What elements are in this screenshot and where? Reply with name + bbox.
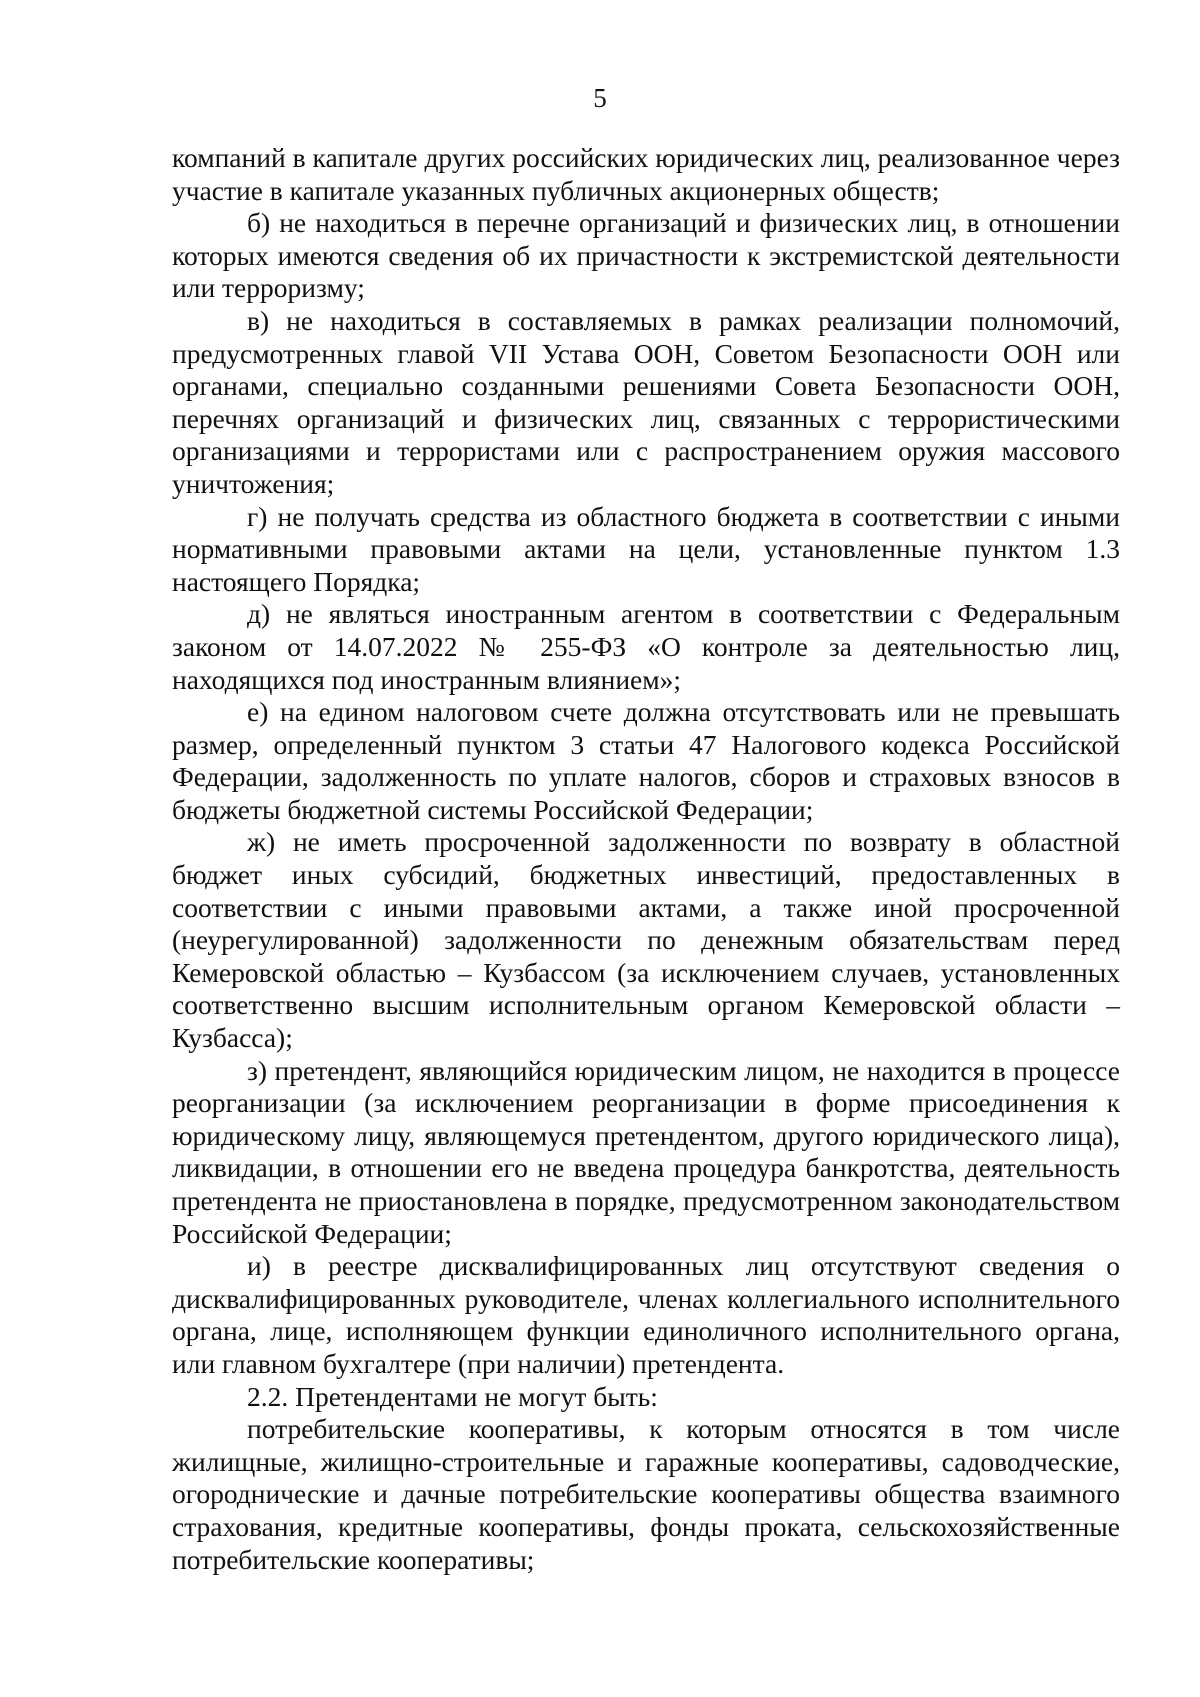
paragraph-item-g: г) не получать средства из областного бюджета в соответствии с иными нормативными правовыми актами на цели, установленные пунктом 1.3 настоящего Порядка;: [172, 500, 1120, 597]
paragraph-section-2-2: 2.2. Претендентами не могут быть:: [247, 1380, 658, 1412]
document-body: [172, 142, 1120, 1576]
paragraph-item-e: е) на едином налоговом счете должна отсутствовать или не превышать размер, определенный пунктом 3 статьи 47 Налогового кодекса Российской Федерации, задолженность по уплате налогов, сборов и страховых взносов в бюджеты бюджетной системы Российской Федерации;: [172, 696, 1120, 825]
paragraph-item-z: з) претендент, являющийся юридическим лицом, не находится в процессе реорганизации (за исключением реорганизации в форме присоединения к юридическому лицу, являющемуся претендентом, другого юридического лица), ликвидации, в отношении его не введена процедура банкротства, деятельность претендента не приостановлена в порядке, предусмотренном законодательством Российской Федерации;: [172, 1054, 1120, 1249]
paragraph-continuation: компаний в капитале других российских юридических лиц, реализованное через участие в капитале указанных публичных акционерных обществ;: [172, 142, 1120, 206]
paragraph-item-v: в) не находиться в составляемых в рамках реализации полномочий, предусмотренных главой VII Устава ООН, Советом Безопасности ООН или органами, специально созданными решениями Совета Безопасности ООН, перечнях организаций и физических лиц, связанных с террористическими организациями и террористами или с распространением оружия массового уничтожения;: [172, 304, 1120, 499]
paragraph-consumer-cooperatives: потребительские кооперативы, к которым относятся в том числе жилищные, жилищно-строительные и гаражные кооперативы, садоводческие, огороднические и дачные потребительские кооперативы общества взаимного страхования, кредитные кооперативы, фонды проката, сельскохозяйственные потребительские кооперативы;: [172, 1413, 1120, 1575]
paragraph-item-b: б) не находиться в перечне организаций и физических лиц, в отношении которых имеются сведения об их причастности к экстремистской деятельности или терроризму;: [172, 207, 1120, 304]
paragraph-item-zh: ж) не иметь просроченной задолженности по возврату в областной бюджет иных субсидий, бюджетных инвестиций, предоставленных в соответствии с иными правовыми актами, а также иной просроченной (неурегулированной) задолженности по денежным обязательствам перед Кемеровской областью – Кузбассом (за исключением случаев, установленных соответственно высшим исполнительным органом Кемеровской области – Кузбасса);: [172, 826, 1120, 1054]
paragraph-item-i: и) в реестре дисквалифицированных лиц отсутствуют сведения о дисквалифицированных руководителе, членах коллегиального исполнительного органа, лице, исполняющем функции единоличного исполнительного органа, или главном бухгалтере (при наличии) претендента.: [172, 1250, 1120, 1379]
page-number: 5: [593, 83, 607, 113]
paragraph-item-d: д) не являться иностранным агентом в соответствии с Федеральным законом от 14.07.2022 № 255-ФЗ «О контроле за деятельностью лиц, находящихся под иностранным влиянием»;: [172, 598, 1120, 695]
